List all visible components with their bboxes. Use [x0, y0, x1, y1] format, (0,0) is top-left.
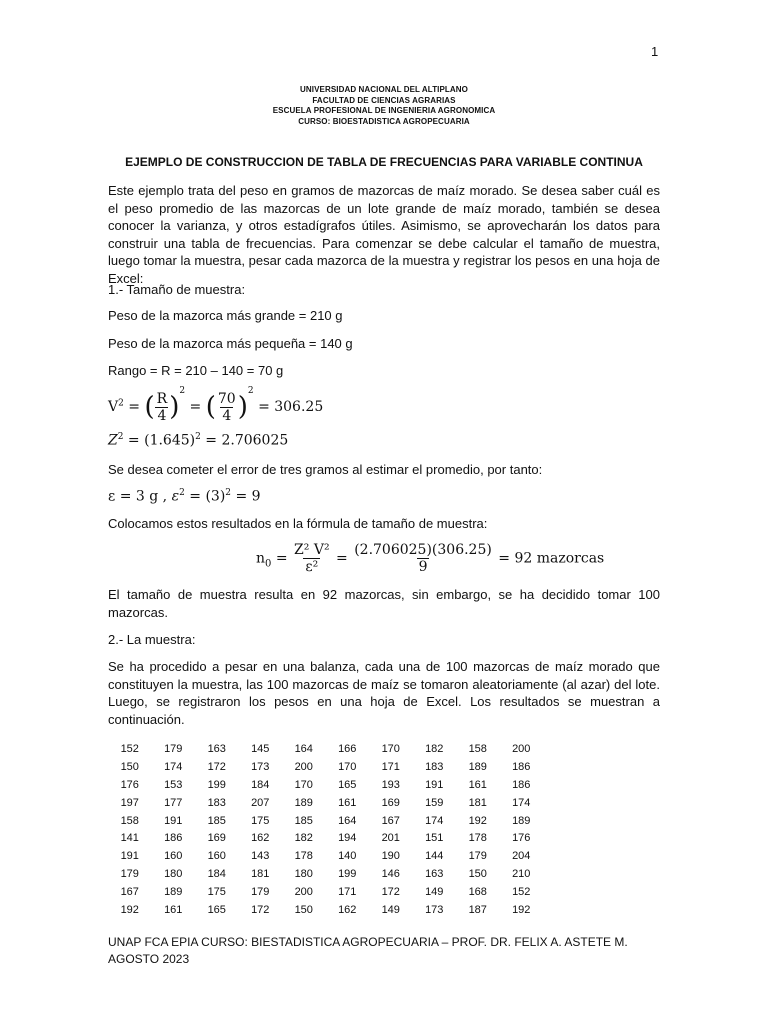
variance-formula: $V^2$ = ( $\frac{R}{4}$ )$^2$ = ( $\frac{70}{4}$ )$^2$ = 306.25	[108, 386, 324, 424]
weight-cell: 192	[120, 903, 139, 916]
weight-cell: 163	[425, 868, 444, 881]
r-over-4-fraction	[155, 392, 170, 423]
weight-cell: 179	[164, 742, 183, 755]
weight-cell: 177	[164, 796, 183, 809]
weight-cell: 169	[207, 832, 226, 845]
weight-cell: 207	[251, 796, 270, 809]
weight-cell: 172	[207, 760, 226, 773]
weight-cell: 187	[468, 903, 487, 916]
weight-cell: 204	[512, 850, 531, 863]
z-squared-formula: $Z^2 = (1.645)^2 = 2.706025$	[108, 432, 289, 449]
table-row	[108, 865, 543, 883]
weight-cell: 165	[207, 903, 226, 916]
z-squared-result: = 2.706025	[205, 432, 289, 449]
weight-cell: 168	[468, 886, 487, 899]
epsilon-value: ε = 3 g ,	[108, 488, 168, 505]
weight-cell: 174	[512, 796, 531, 809]
weight-cell: 174	[425, 814, 444, 827]
weight-cell: 190	[381, 850, 400, 863]
z-value: = (1.645)	[127, 432, 196, 449]
weight-cell: 191	[425, 778, 444, 791]
weight-cell: 160	[164, 850, 183, 863]
weight-cell: 186	[512, 778, 531, 791]
weight-cell: 163	[207, 742, 226, 755]
weight-cell: 200	[512, 742, 531, 755]
weight-cell: 173	[251, 760, 270, 773]
weight-cell: 149	[381, 903, 400, 916]
epsilon-squared-result: = 9	[235, 488, 261, 505]
weight-cell: 189	[294, 796, 313, 809]
variance-result: = 306.25	[258, 399, 324, 415]
weight-cell: 184	[207, 868, 226, 881]
range-line: Rango = R = 210 – 140 = 70 g	[108, 363, 284, 378]
weight-cell: 201	[381, 832, 400, 845]
weight-cell: 178	[294, 850, 313, 863]
weight-cell: 180	[294, 868, 313, 881]
weight-cell: 170	[294, 778, 313, 791]
weight-cell: 199	[207, 778, 226, 791]
weight-cell: 150	[120, 760, 139, 773]
n-subscript: 0	[265, 558, 272, 570]
university-name: UNIVERSIDAD NACIONAL DEL ALTIPLANO	[300, 85, 468, 94]
weight-cell: 189	[164, 886, 183, 899]
weight-cell: 189	[512, 814, 531, 827]
weight-cell: 210	[512, 868, 531, 881]
weight-cell: 170	[338, 760, 357, 773]
weight-cell: 200	[294, 886, 313, 899]
fraction-numerator: (2.706025)(306.25)	[354, 542, 492, 558]
weight-cell: 176	[120, 778, 139, 791]
weight-cell: 183	[425, 760, 444, 773]
weight-cell: 146	[381, 868, 400, 881]
error-paragraph: Se desea cometer el error de tres gramos al estimar el promedio, por tanto:	[108, 462, 543, 477]
school-name: ESCUELA PROFESIONAL DE INGENIERIA AGRONOMICA	[272, 106, 496, 115]
fraction-numerator: Z² V²	[294, 542, 330, 558]
weight-cell: 169	[381, 796, 400, 809]
fraction-denominator: 9	[418, 559, 428, 575]
weight-cell: 181	[468, 796, 487, 809]
page-footer: UNAP FCA EPIA CURSO: BIESTADISTICA AGROPECUARIA – PROF. DR. FELIX A. ASTETE M. AGOSTO 2023	[108, 935, 628, 966]
weight-cell: 172	[381, 886, 400, 899]
document-title: EJEMPLO DE CONSTRUCCION DE TABLA DE FRECUENCIAS PARA VARIABLE CONTINUA	[125, 155, 643, 169]
weight-cell: 161	[338, 796, 357, 809]
weight-cell: 158	[468, 742, 487, 755]
page-number: 1	[651, 44, 659, 59]
result-paragraph: El tamaño de muestra resulta en 92 mazorcas, sin embargo, se ha decidido tomar 100 mazorcas.	[108, 587, 660, 620]
fraction-denominator: 4	[157, 407, 167, 424]
epsilon-symbol: ε	[171, 488, 180, 505]
weight-cell: 166	[338, 742, 357, 755]
course-name: CURSO: BIOESTADISTICA AGROPECUARIA	[298, 116, 470, 126]
fraction-denominator: ε²	[305, 559, 319, 575]
max-weight-line: Peso de la mazorca más grande = 210 g	[108, 308, 343, 323]
weight-cell: 185	[294, 814, 313, 827]
weights-table	[108, 740, 543, 919]
weight-cell: 179	[251, 886, 270, 899]
weight-cell: 183	[207, 796, 226, 809]
sample-size-result: = 92 mazorcas	[498, 550, 605, 567]
weight-cell: 160	[207, 850, 226, 863]
table-row	[108, 740, 543, 758]
weight-cell: 181	[251, 868, 270, 881]
table-row	[108, 829, 543, 847]
weight-cell: 171	[381, 760, 400, 773]
weight-cell: 159	[425, 796, 444, 809]
weight-cell: 173	[425, 903, 444, 916]
table-row	[108, 847, 543, 865]
weight-cell: 152	[120, 742, 139, 755]
weight-cell: 182	[425, 742, 444, 755]
formula-intro-paragraph: Colocamos estos resultados en la fórmula de tamaño de muestra:	[108, 516, 488, 531]
weight-cell: 161	[468, 778, 487, 791]
n-symbol: n	[256, 550, 266, 567]
weight-cell: 200	[294, 760, 313, 773]
weight-cell: 197	[120, 796, 139, 809]
weight-cell: 180	[164, 868, 183, 881]
weight-cell: 152	[512, 886, 531, 899]
weight-cell: 192	[468, 814, 487, 827]
table-row	[108, 883, 543, 901]
weight-cell: 191	[164, 814, 183, 827]
weight-cell: 165	[338, 778, 357, 791]
weight-cell: 192	[512, 903, 531, 916]
sample-size-formula: $n_0$ = $\frac{\text{Z² V²}}{\text{ε²}}$ = $\frac{(2.706025)(306.25)}{9}$ = 92 mazorcas	[256, 542, 605, 575]
table-row	[108, 901, 543, 919]
weight-cell: 162	[251, 832, 270, 845]
weight-cell: 151	[425, 832, 444, 845]
weight-cell: 167	[381, 814, 400, 827]
weight-cell: 171	[338, 886, 357, 899]
numeric-fraction	[352, 543, 494, 574]
weight-cell: 175	[207, 886, 226, 899]
weight-cell: 170	[381, 742, 400, 755]
weight-cell: 186	[512, 760, 531, 773]
weight-cell: 140	[338, 850, 357, 863]
weight-cell: 176	[512, 832, 531, 845]
table-row	[108, 794, 543, 812]
weight-cell: 158	[120, 814, 139, 827]
weight-cell: 164	[338, 814, 357, 827]
v-symbol: V	[108, 399, 119, 415]
weight-cell: 150	[468, 868, 487, 881]
fraction-numerator: R	[156, 390, 168, 407]
weight-cell: 150	[294, 903, 313, 916]
weight-cell: 179	[120, 868, 139, 881]
section-sample-size-heading: 1.- Tamaño de muestra:	[108, 282, 246, 297]
weight-cell: 199	[338, 868, 357, 881]
fraction-denominator: 4	[222, 407, 232, 424]
min-weight-line: Peso de la mazorca más pequeña = 140 g	[108, 336, 353, 351]
weight-cell: 184	[251, 778, 270, 791]
faculty-name: FACULTAD DE CIENCIAS AGRARIAS	[312, 95, 456, 105]
weight-cell: 149	[425, 886, 444, 899]
table-row	[108, 758, 543, 776]
weight-cell: 182	[294, 832, 313, 845]
weight-cell: 162	[338, 903, 357, 916]
document-header	[0, 85, 768, 127]
section-sample-heading: 2.- La muestra:	[108, 632, 196, 647]
intro-paragraph: Este ejemplo trata del peso en gramos de mazorcas de maíz morado. Se desea saber cuál es el peso promedio de las mazorcas de un lote grande de maíz morado, también se desea conocer la varianza, y otros estadígrafos útiles. Asimismo, se aprovecharán los datos para construir una tabla de frecuencias. Para comenzar se debe calcular el tamaño de muestra, luego tomar la muestra, pesar cada mazorca de la muestra y registrar los pesos en una hoja de Excel:	[108, 183, 660, 286]
weight-cell: 161	[164, 903, 183, 916]
fraction-numerator: 70	[217, 390, 236, 407]
weight-cell: 193	[381, 778, 400, 791]
weight-cell: 164	[294, 742, 313, 755]
weight-cell: 141	[120, 832, 139, 845]
weight-cell: 145	[251, 742, 270, 755]
weight-cell: 174	[164, 760, 183, 773]
z2v2-over-e2-fraction	[292, 543, 332, 574]
weight-cell: 185	[207, 814, 226, 827]
weight-cell: 189	[468, 760, 487, 773]
table-row	[108, 812, 543, 830]
weight-cell: 179	[468, 850, 487, 863]
70-over-4-fraction	[216, 392, 238, 423]
weight-cell: 144	[425, 850, 444, 863]
weight-cell: 172	[251, 903, 270, 916]
epsilon-formula: ε = 3 g , $\varepsilon^2 = (3)^2 = 9$	[108, 488, 261, 505]
table-row	[108, 776, 543, 794]
weight-cell: 153	[164, 778, 183, 791]
epsilon-squared: = (3)	[189, 488, 226, 505]
weight-cell: 167	[120, 886, 139, 899]
weight-cell: 175	[251, 814, 270, 827]
weight-cell: 194	[338, 832, 357, 845]
sample-paragraph: Se ha procedido a pesar en una balanza, cada una de 100 mazorcas de maíz morado que constituyen la muestra, las 100 mazorcas de maíz se tomaron aleatoriamente (al azar) del lote. Luego, se registraron los pesos en una hoja de Excel. Los resultados se muestran a continuación.	[108, 659, 660, 727]
weight-cell: 178	[468, 832, 487, 845]
z-symbol: Z	[108, 432, 118, 449]
weight-cell: 191	[120, 850, 139, 863]
weight-cell: 186	[164, 832, 183, 845]
weight-cell: 143	[251, 850, 270, 863]
